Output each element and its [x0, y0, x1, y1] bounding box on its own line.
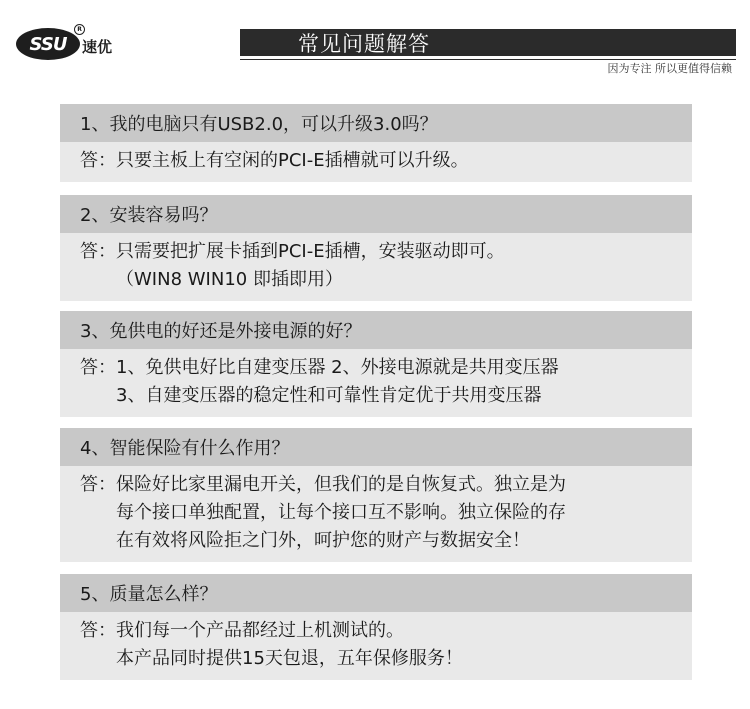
answer-line: 1、免供电好比自建变压器 2、外接电源就是共用变压器 [116, 357, 559, 378]
answer-line: 我们每一个产品都经过上机测试的。 [116, 620, 404, 641]
answer-line: 只需要把扩展卡插到PCI-E插槽，安装驱动即可。 [116, 241, 505, 262]
faq-item-4 [60, 428, 692, 562]
registered-mark-icon: R [74, 24, 85, 35]
faq-item-1 [60, 104, 692, 182]
page-subtitle: 因为专注 所以更值得信赖 [607, 62, 732, 75]
page-title: 常见问题解答 [298, 31, 430, 56]
answer-label: 答： [80, 150, 116, 171]
faq-question: 5、质量怎么样？ [60, 574, 692, 612]
faq-question: 2、安装容易吗？ [60, 195, 692, 233]
answer-label: 答： [80, 357, 116, 378]
faq-item-5 [60, 574, 692, 680]
answer-line: 每个接口单独配置，让每个接口互不影响。独立保险的存 [116, 502, 566, 523]
logo-oval [16, 28, 80, 60]
answer-line: 保险好比家里漏电开关，但我们的是自恢复式。独立是为 [116, 474, 566, 495]
answer-label: 答： [80, 620, 116, 641]
faq-question: 1、我的电脑只有USB2.0，可以升级3.0吗？ [60, 104, 692, 142]
faq-question: 4、智能保险有什么作用？ [60, 428, 692, 466]
faq-answer [60, 612, 692, 680]
answer-label: 答： [80, 474, 116, 495]
answer-line: 3、自建变压器的稳定性和可靠性肯定优于共用变压器 [116, 385, 542, 406]
logo-chinese-name: 速优 [82, 38, 113, 56]
faq-question: 3、免供电的好还是外接电源的好？ [60, 311, 692, 349]
answer-line: 本产品同时提供15天包退，五年保修服务！ [116, 648, 463, 669]
title-bar [240, 29, 736, 56]
logo-text: SSU [29, 33, 67, 55]
faq-answer [60, 233, 692, 301]
answer-line: 在有效将风险拒之门外，呵护您的财产与数据安全！ [116, 530, 530, 551]
answer-line: 只要主板上有空闲的PCI-E插槽就可以升级。 [116, 150, 469, 171]
answer-label: 答： [80, 241, 116, 262]
faq-answer [60, 466, 692, 562]
faq-item-3 [60, 311, 692, 417]
faq-item-2 [60, 195, 692, 301]
faq-answer [60, 349, 692, 417]
brand-logo [16, 24, 116, 64]
answer-line: （WIN8 WIN10 即插即用） [116, 269, 343, 290]
faq-answer [60, 142, 692, 182]
